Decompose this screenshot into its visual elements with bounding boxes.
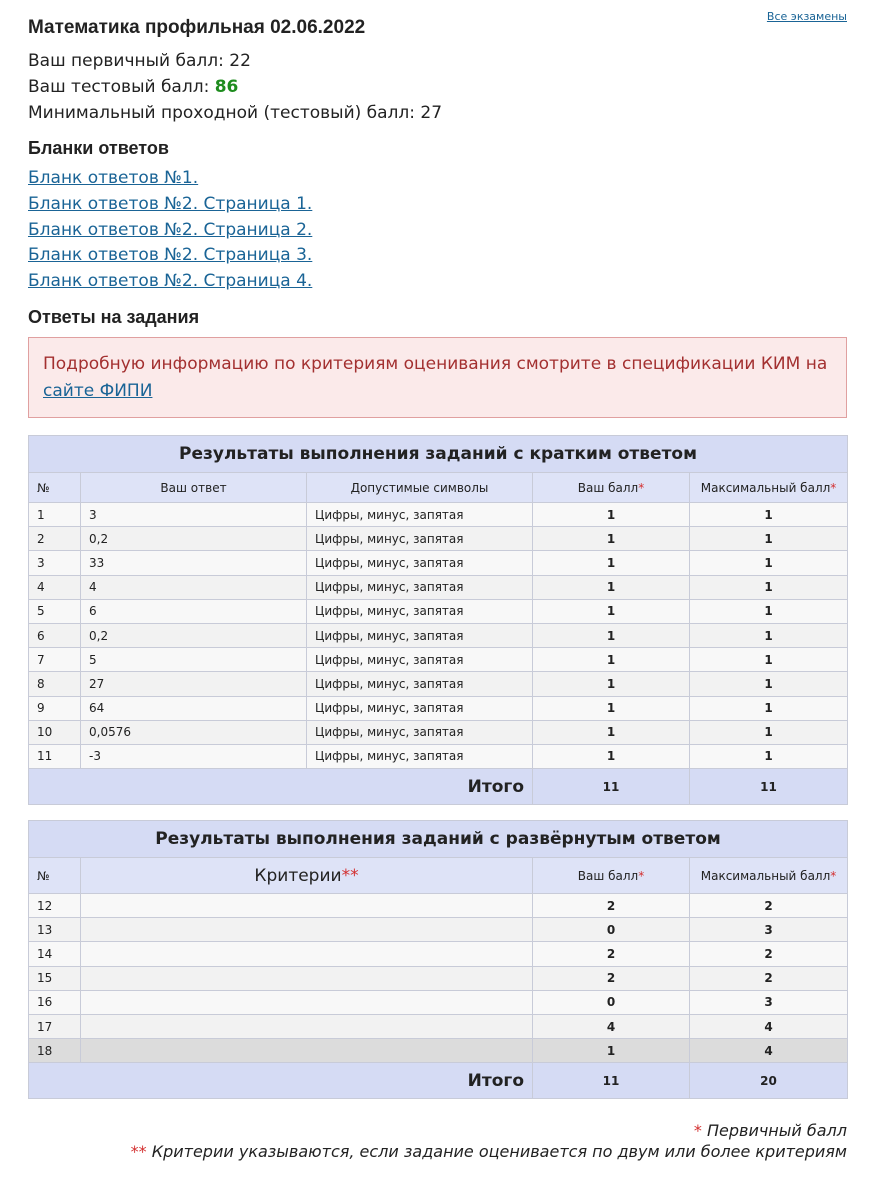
max-score: 4: [690, 1014, 848, 1038]
criteria-info-alert: [28, 337, 847, 418]
allowed-symbols: Цифры, минус, запятая: [307, 551, 533, 575]
your-score: 1: [533, 527, 690, 551]
max-score: 1: [690, 720, 848, 744]
primary-score-line: [28, 48, 847, 74]
allowed-symbols: Цифры, минус, запятая: [307, 720, 533, 744]
long-table-caption: Результаты выполнения заданий с развёрнутым ответом: [29, 821, 848, 858]
criteria-cell: [81, 966, 533, 990]
your-score: 0: [533, 918, 690, 942]
criteria-cell: [81, 894, 533, 918]
your-score: 1: [533, 551, 690, 575]
your-answer: -3: [81, 744, 307, 768]
table-row: [29, 720, 848, 744]
table-row: [29, 527, 848, 551]
max-score: 3: [690, 918, 848, 942]
double-star-mark: **: [341, 865, 359, 886]
col-your-answer: Ваш ответ: [81, 473, 307, 503]
long-answers-table: [28, 820, 848, 1099]
task-number: 7: [29, 648, 81, 672]
criteria-cell: [81, 1039, 533, 1063]
table-row: [29, 599, 848, 623]
table-row: [29, 551, 848, 575]
fipi-link[interactable]: сайте ФИПИ: [43, 380, 153, 401]
your-score: 1: [533, 599, 690, 623]
star-mark: *: [638, 868, 645, 883]
answers-heading: Ответы на задания: [28, 306, 200, 327]
task-number: 9: [29, 696, 81, 720]
task-number: 15: [29, 966, 81, 990]
max-score: 3: [690, 990, 848, 1014]
criteria-cell: [81, 990, 533, 1014]
blank-link-1[interactable]: Бланк ответов №1.: [28, 168, 199, 188]
max-score: 2: [690, 942, 848, 966]
allowed-symbols: Цифры, минус, запятая: [307, 503, 533, 527]
your-score: 2: [533, 966, 690, 990]
min-score-label: Минимальный проходной (тестовый) балл:: [28, 103, 421, 123]
col-criteria: Критерии**: [81, 858, 533, 894]
max-score: 1: [690, 503, 848, 527]
table-row: [29, 575, 848, 599]
legend-criteria: [131, 1142, 847, 1161]
table-row: [29, 503, 848, 527]
table-row: [29, 1014, 848, 1038]
task-number: 10: [29, 720, 81, 744]
your-answer: 0,2: [81, 623, 307, 647]
short-table-total-row: [29, 769, 848, 805]
task-number: 6: [29, 623, 81, 647]
blanks-heading: Бланки ответов: [28, 138, 169, 158]
primary-score-value: 22: [229, 51, 251, 71]
legend-primary: [694, 1121, 847, 1140]
your-answer: 33: [81, 551, 307, 575]
max-score: 4: [690, 1039, 848, 1063]
short-table-body: [29, 503, 848, 769]
star-mark: *: [830, 480, 837, 495]
max-score: 1: [690, 696, 848, 720]
double-star-mark: **: [130, 1142, 147, 1161]
col-allowed-symbols: Допустимые символы: [307, 473, 533, 503]
legend-criteria-text: Критерии указываются, если задание оценивается по двум или более критериям: [146, 1142, 847, 1161]
criteria-cell: [81, 942, 533, 966]
your-score: 1: [533, 623, 690, 647]
your-answer: 4: [81, 575, 307, 599]
your-score: 1: [533, 648, 690, 672]
col-number: №: [29, 473, 81, 503]
task-number: 4: [29, 575, 81, 599]
your-score: 4: [533, 1014, 690, 1038]
primary-score-label: Ваш первичный балл:: [28, 51, 230, 71]
table-row: [29, 942, 848, 966]
allowed-symbols: Цифры, минус, запятая: [307, 672, 533, 696]
max-score: 1: [690, 575, 848, 599]
col-max-score: Максимальный балл*: [690, 473, 848, 503]
your-answer: 27: [81, 672, 307, 696]
your-answer: 6: [81, 599, 307, 623]
min-score-line: [28, 100, 847, 126]
your-answer: 0,2: [81, 527, 307, 551]
blanks-list: [28, 166, 847, 295]
min-score-value: 27: [420, 103, 443, 123]
page-content: [0, 0, 875, 418]
test-score-line: [28, 74, 847, 100]
col-number: №: [29, 858, 81, 894]
long-table-body: [29, 894, 848, 1063]
your-score: 1: [533, 672, 690, 696]
your-score: 1: [533, 575, 690, 599]
criteria-cell: [81, 918, 533, 942]
allowed-symbols: Цифры, минус, запятая: [307, 623, 533, 647]
your-score: 0: [533, 990, 690, 1014]
total-max: 20: [690, 1063, 848, 1099]
table-row: [29, 672, 848, 696]
max-score: 1: [690, 623, 848, 647]
your-score: 1: [533, 720, 690, 744]
your-answer: 0,0576: [81, 720, 307, 744]
test-score-label: Ваш тестовый балл:: [28, 77, 215, 97]
blank-link-2-page-1[interactable]: Бланк ответов №2. Страница 1.: [28, 193, 313, 214]
task-number: 5: [29, 599, 81, 623]
your-score: 2: [533, 942, 690, 966]
col-your-score: Ваш балл*: [533, 858, 690, 894]
total-max: 11: [690, 769, 848, 805]
task-number: 14: [29, 942, 81, 966]
your-answer: 64: [81, 696, 307, 720]
col-your-score: Ваш балл*: [533, 473, 690, 503]
task-number: 17: [29, 1014, 81, 1038]
allowed-symbols: Цифры, минус, запятая: [307, 744, 533, 768]
blank-link-2-page-3[interactable]: Бланк ответов №2. Страница 3.: [28, 245, 313, 266]
max-score: 2: [690, 966, 848, 990]
task-number: 3: [29, 551, 81, 575]
table-row: [29, 696, 848, 720]
long-table-total-row: [29, 1063, 848, 1099]
legend-primary-text: Первичный балл: [701, 1121, 847, 1140]
short-table-header: [29, 473, 848, 503]
table-row: [29, 744, 848, 768]
col-max-score: Максимальный балл*: [690, 858, 848, 894]
allowed-symbols: Цифры, минус, запятая: [307, 648, 533, 672]
task-number: 11: [29, 744, 81, 768]
short-answers-table: [28, 435, 848, 805]
allowed-symbols: Цифры, минус, запятая: [307, 599, 533, 623]
table-row: [29, 918, 848, 942]
blank-link-2-page-2[interactable]: Бланк ответов №2. Страница 2.: [28, 219, 313, 240]
max-score: 1: [690, 599, 848, 623]
table-row: [29, 648, 848, 672]
max-score: 2: [690, 894, 848, 918]
max-score: 1: [690, 744, 848, 768]
your-score: 1: [533, 744, 690, 768]
your-score: 1: [533, 696, 690, 720]
your-answer: 5: [81, 648, 307, 672]
task-number: 12: [29, 894, 81, 918]
your-answer: 3: [81, 503, 307, 527]
table-row: [29, 1039, 848, 1063]
table-row: [29, 990, 848, 1014]
test-score-value: 86: [214, 77, 239, 97]
total-label: Итого: [29, 769, 533, 805]
max-score: 1: [690, 648, 848, 672]
star-mark: *: [693, 1121, 702, 1140]
task-number: 1: [29, 503, 81, 527]
task-number: 13: [29, 918, 81, 942]
score-summary: [28, 48, 847, 126]
table-row: [29, 966, 848, 990]
alert-text: Подробную информацию по критериям оценивания смотрите в спецификации КИМ на: [43, 353, 828, 374]
blank-link-2-page-4[interactable]: Бланк ответов №2. Страница 4.: [28, 271, 313, 292]
star-mark: *: [638, 480, 645, 495]
max-score: 1: [690, 527, 848, 551]
total-score: 11: [533, 1063, 690, 1099]
your-score: 1: [533, 1039, 690, 1063]
allowed-symbols: Цифры, минус, запятая: [307, 575, 533, 599]
max-score: 1: [690, 672, 848, 696]
all-exams-link[interactable]: Все экзамены: [766, 10, 847, 23]
total-score: 11: [533, 769, 690, 805]
max-score: 1: [690, 551, 848, 575]
task-number: 2: [29, 527, 81, 551]
your-score: 1: [533, 503, 690, 527]
table-row: [29, 623, 848, 647]
table-row: [29, 894, 848, 918]
criteria-cell: [81, 1014, 533, 1038]
total-label: Итого: [29, 1063, 533, 1099]
page-title: Математика профильная 02.06.2022: [28, 17, 366, 38]
long-table-header: [29, 858, 848, 894]
allowed-symbols: Цифры, минус, запятая: [307, 527, 533, 551]
task-number: 16: [29, 990, 81, 1014]
your-score: 2: [533, 894, 690, 918]
star-mark: *: [830, 868, 837, 883]
short-table-caption: Результаты выполнения заданий с кратким ответом: [29, 436, 848, 473]
task-number: 8: [29, 672, 81, 696]
task-number: 18: [29, 1039, 81, 1063]
allowed-symbols: Цифры, минус, запятая: [307, 696, 533, 720]
